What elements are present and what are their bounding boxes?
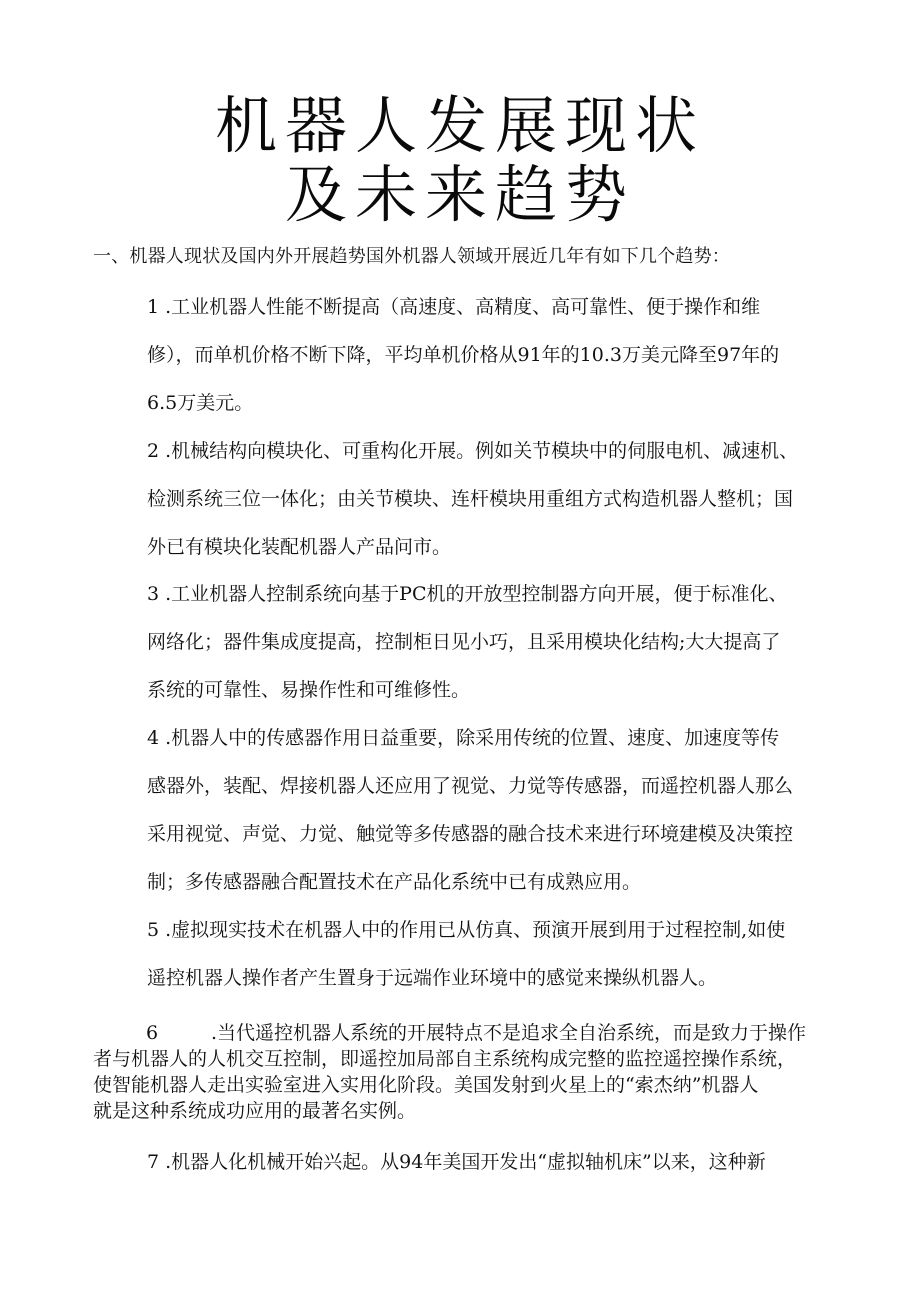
document-title-line-1: 机器人发展现状 [214,89,705,162]
paragraph-line: 采用视觉、声觉、力觉、触觉等多传感器的融合技术来进行环境建模及决策控 [147,823,794,845]
paragraph-line [93,1020,833,1046]
list-item-2 [147,427,847,571]
paragraph-line: 检测系统三位一体化；由关节模块、连杆模块用重组方式构造机器人整机；国 [147,488,794,510]
list-item-4 [147,714,847,906]
paragraph-line: 使智能机器人走出实验室进入实用化阶段。美国发射到火星上的“索杰纳”机器人 [93,1074,759,1096]
paragraph-line: 外已有模块化装配机器人产品问市。 [147,536,452,558]
list-item-3 [147,570,847,714]
paragraph-line: 遥控机器人操作者产生置身于远端作业环境中的感觉来操纵机器人。 [147,967,718,989]
list-item-6 [93,1020,833,1124]
document-title-line-2: 及未来趋势 [284,158,635,231]
paragraph-line: 感器外，装配、焊接机器人还应用了视觉、力觉等传感器，而遥控机器人那么 [147,775,794,797]
paragraph-line: 2 .机械结构向模块化、可重构化开展。例如关节模块中的伺服电机、减速机、 [147,440,799,462]
paragraph-line: 修），而单机价格不断下降，平均单机价格从91年的10.3万美元降至97年的 [147,344,780,366]
paragraph-line: 6.5万美元。 [147,392,254,414]
paragraph-line: 5 .虚拟现实技术在机器人中的作用已从仿真、预演开展到用于过程控制,如使 [147,919,786,941]
list-item-1 [147,283,847,427]
paragraph-line: 4 .机器人中的传感器作用日益重要，除采用传统的位置、速度、加速度等传 [147,727,780,749]
paragraph-line: 系统的可靠性、易操作性和可维修性。 [147,679,471,701]
item-number: 6 [146,1022,159,1044]
paragraph-line: 者与机器人的人机交互控制，即遥控加局部自主系统构成完整的监控遥控操作系统， [93,1048,797,1070]
paragraph-line: 就是这种系统成功应用的最著名实例。 [93,1100,417,1122]
section-intro: 一、机器人现状及国内外开展趋势国外机器人领域开展近几年有如下几个趋势： [93,246,730,267]
paragraph-line: 网络化；器件集成度提高，控制柜日见小巧，且采用模块化结构;大大提高了 [147,631,781,653]
list-item-5 [147,906,847,1002]
paragraph-line: 制；多传感器融合配置技术在产品化系统中已有成熟应用。 [147,871,642,893]
list-item-7: 7 .机器人化机械开始兴起。从94年美国开发出“虚拟轴机床”以来，这种新 [147,1151,766,1173]
paragraph-line: 3 .工业机器人控制系统向基于PC机的开放型控制器方向开展，便于标准化、 [147,583,788,605]
paragraph-text: .当代遥控机器人系统的开展特点不是追求全自治系统，而是致力于操作 [211,1022,807,1044]
paragraph-line: 1 .工业机器人性能不断提高（高速度、高精度、高可靠性、便于操作和维 [147,296,761,318]
